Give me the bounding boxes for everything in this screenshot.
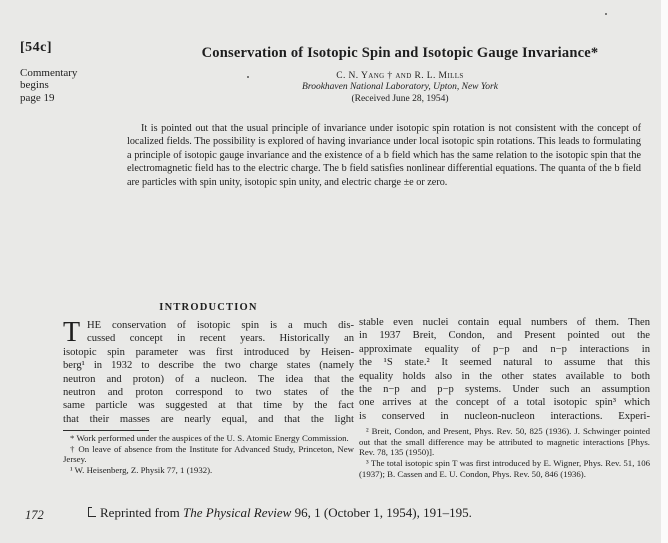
- left-column-footnotes: [63, 433, 354, 475]
- affiliation-line: Brookhaven National Laboratory, Upton, New York: [302, 82, 498, 92]
- text-line: neutron and proton correspond to two states of the: [63, 387, 354, 399]
- received-date-line: (Received June 28, 1954): [351, 94, 449, 104]
- corner-mark-icon: [88, 507, 96, 517]
- reprint-prefix: Reprinted from: [100, 505, 184, 520]
- text-line: same particle was suggested at that time by the fact: [63, 400, 354, 412]
- right-column: [359, 316, 650, 479]
- margin-notes: [20, 40, 100, 104]
- authors-line: C. N. Yang † and R. L. Mills: [336, 71, 464, 81]
- text-line: HE conservation of isotopic spin is a much dis-: [87, 320, 354, 331]
- commentary-note-line: begins: [20, 79, 49, 92]
- text-line: the ¹S state.² It seemed natural to assume that this: [359, 357, 650, 369]
- scan-speck: [605, 13, 607, 15]
- text-line: equality holds also in the other states available to both: [359, 370, 650, 382]
- reprint-citation-line: [88, 505, 472, 521]
- scan-edge-strip: [661, 0, 668, 543]
- footnote-rule: [63, 430, 149, 431]
- footnote: ¹ W. Heisenberg, Z. Physik 77, 1 (1932).: [70, 465, 213, 476]
- footnote: † On leave of absence from the Institute for Advanced Study, Princeton, New Jersey.: [63, 443, 354, 465]
- text-line: neutron and proton) of a nucleon. The idea that the: [63, 373, 354, 385]
- text-line: one arrives at the concept of a total isotopic spin³ which: [359, 397, 650, 409]
- text-line: is conserved in nucleon-nucleon interactions. Experi-: [359, 410, 650, 422]
- footnote: * Work performed under the auspices of the U. S. Atomic Energy Commission.: [70, 433, 349, 444]
- paper-header: [145, 45, 655, 104]
- commentary-note-line: page 19: [20, 91, 55, 104]
- reprint-suffix: 96, 1 (October 1, 1954), 191–195.: [291, 505, 472, 520]
- dropcap-T: T: [63, 317, 81, 348]
- text-line: berg¹ in 1932 to describe the two charge states (namely: [63, 360, 354, 372]
- reprint-item-label: [54c]: [20, 40, 53, 55]
- journal-name: The Physical Review: [183, 505, 292, 520]
- text-line: approximate equality of p−p and n−p interactions in: [359, 343, 650, 355]
- text-line: cussed concept in recent years. Historically an: [87, 333, 354, 345]
- text-line: in 1937 Breit, Condon, and Present pointed out the: [359, 330, 650, 342]
- left-column-body: [63, 319, 354, 426]
- text-line: that their masses are nearly equal, and that the light: [63, 413, 354, 425]
- left-column-lines: [63, 319, 354, 426]
- abstract-paragraph: It is pointed out that the usual principle of invariance under isotopic spin rotation is not consistent with the concept of localized fields. The possibility is explored of having invariance under local isotopic spin rotations. This leads to formulating a principle of isotopic gauge invariance and the existence of a b field which has the same relation to the isotopic spin that the electromagnetic field has to the electric charge. The b field satisfies nonlinear differential equations. The quanta of the b field are particles with spin unity, isotopic spin unity, and electric charge ±e or zero.: [127, 123, 641, 188]
- footnote: ² Breit, Condon, and Present, Phys. Rev. 50, 825 (1936). J. Schwinger pointed out that the small difference may be attributed to magnetic interactions [Phys. Rev. 78, 135 (1950)].: [359, 426, 650, 458]
- commentary-note-line: Commentary: [20, 67, 78, 79]
- footnote: ³ The total isotopic spin T was first introduced by E. Wigner, Phys. Rev. 51, 106 (1937); B. Cassen and E. U. Condon, Phys. Rev. 50, 846 (1936).: [359, 458, 650, 479]
- page-number: 172: [25, 508, 44, 522]
- text-line: the n−p and p−p systems. Under such an assumption: [359, 384, 650, 396]
- right-column-body: [359, 316, 650, 423]
- section-heading-introduction: INTRODUCTION: [159, 302, 258, 313]
- text-line: isotopic spin parameter was first introduced by Heisen-: [63, 346, 354, 358]
- text-line: stable even nuclei contain equal numbers of them. Then: [359, 317, 650, 328]
- right-column-footnotes: [359, 426, 650, 479]
- scan-speck: [247, 76, 249, 78]
- left-column: [63, 302, 354, 476]
- paper-title: Conservation of Isotopic Spin and Isotopic Gauge Invariance*: [201, 45, 599, 61]
- right-column-lines: [359, 316, 650, 423]
- commentary-note: [20, 67, 100, 104]
